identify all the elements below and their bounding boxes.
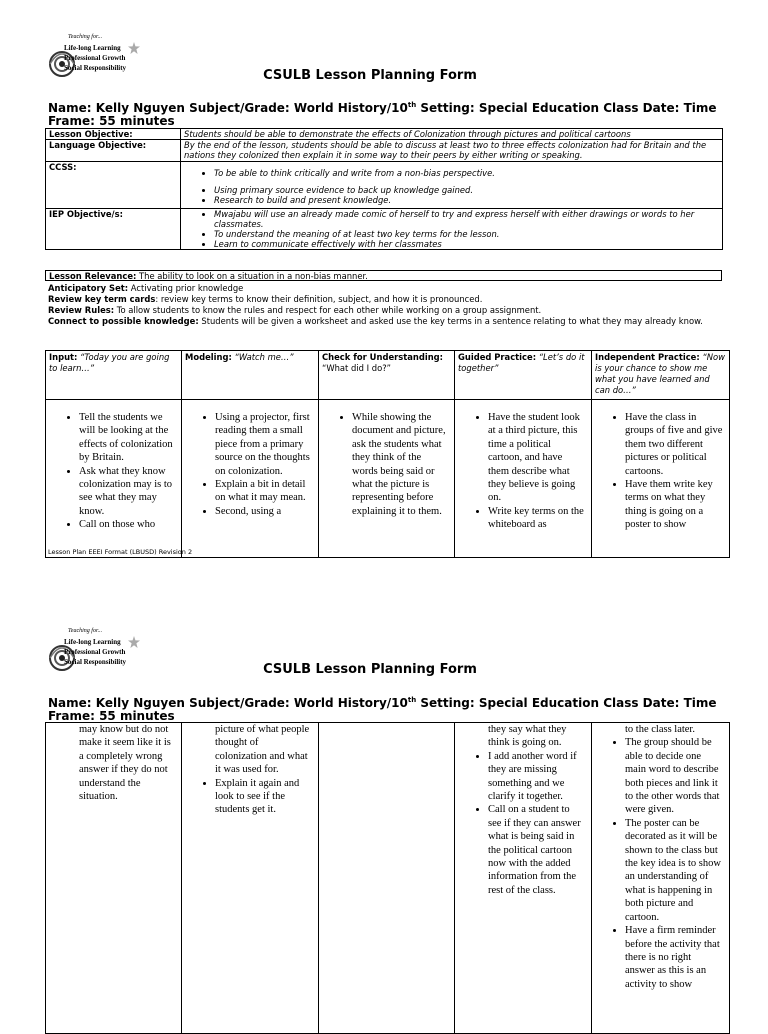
phase-label: Independent Practice: bbox=[595, 352, 700, 362]
star-icon bbox=[128, 636, 140, 648]
continued-text: may know but do not make it seem like it is a completely wrong answer if they do not understand the situation. bbox=[79, 724, 171, 803]
phase-label: Modeling: bbox=[185, 352, 232, 362]
modeling-cell bbox=[182, 723, 319, 1034]
plan-step-text: Activating prior knowledge bbox=[128, 283, 244, 293]
list-item: • Write key terms on the whiteboard as bbox=[488, 505, 585, 532]
list-item: • Have the class in groups of five and give them two different pictures or political cartoons. bbox=[625, 411, 723, 478]
language-objective-text: By the end of the lesson, students should be able to discuss at least two to three effects colonization had for Britain and the nations they colonized then explain it in some way to their peers by either writing or speaking. bbox=[181, 140, 723, 162]
ccss-list-cell bbox=[181, 162, 723, 209]
plan-step-text: : review key terms to know their definition, subject, and how it is pronounced. bbox=[155, 294, 483, 304]
logo-line: Professional Growth bbox=[64, 54, 126, 62]
list-item: • While showing the document and picture, ask the students what they think of the words being said or what the picture is representing before explaining it to them. bbox=[352, 411, 448, 518]
check-cell bbox=[319, 400, 455, 558]
plan-step-label: Anticipatory Set: bbox=[48, 283, 129, 293]
phase-header-independent bbox=[592, 351, 730, 400]
ccss-label: CCSS: bbox=[46, 162, 181, 209]
page-footer: Lesson Plan EEEI Format (LBUSD) Revision 2 bbox=[48, 548, 193, 556]
plan-step-text: Students will be given a worksheet and asked use the key terms in a sentence relating to what they may already know. bbox=[198, 316, 703, 326]
continued-text: to the class later. bbox=[625, 724, 695, 735]
phase-quote: “Now is your chance to show me what you have learned and can do…” bbox=[595, 352, 725, 395]
plan-step bbox=[48, 283, 728, 294]
header-sup: th bbox=[407, 101, 417, 109]
objectives-table bbox=[45, 128, 723, 250]
instruction-phases-table-continued bbox=[45, 722, 730, 1034]
list-item: • Tell the students we will be looking at the effects of colonization by Britain. bbox=[79, 411, 175, 465]
phase-quote: “Watch me…” bbox=[231, 352, 294, 362]
list-item: • Second, using a bbox=[215, 505, 312, 518]
logo-line: Life-long Learning bbox=[64, 44, 121, 52]
list-item: • Explain a bit in detail on what it may mean. bbox=[215, 478, 312, 505]
header-time-frame: Frame: 55 minutes bbox=[48, 114, 175, 128]
list-item: • Learn to communicate effectively with her classmates bbox=[214, 239, 719, 249]
language-objective-label: Language Objective: bbox=[46, 140, 181, 162]
phase-quote: “Today you are going to learn…” bbox=[49, 352, 170, 373]
logo-tagline: Teaching for... bbox=[68, 34, 103, 40]
list-item: • Ask what they know colonization may is to see what they may know. bbox=[79, 465, 175, 519]
list-item: • I add another word if they are missing something and we clarify it together. bbox=[488, 750, 585, 804]
header-name-subject: Name: Kelly Nguyen Subject/Grade: World History/10 bbox=[48, 696, 408, 710]
list-item: • Using a projector, first reading them a small piece from a primary source on the thoughts on colonization. bbox=[215, 411, 312, 478]
plan-step bbox=[48, 305, 728, 316]
guided-cell bbox=[455, 400, 592, 558]
independent-cell bbox=[592, 400, 730, 558]
list-item: • Mwajabu will use an already made comic of herself to try and express herself with either drawings or words to her classmates. bbox=[214, 209, 719, 229]
list-item: • Have them write key terms on what they thing is going on a poster to show bbox=[625, 478, 723, 532]
plan-step-label: Review key term cards bbox=[48, 294, 156, 304]
ccss-row bbox=[46, 162, 723, 209]
plan-step-label: Review Rules: bbox=[48, 305, 115, 315]
modeling-cell bbox=[182, 400, 319, 558]
iep-row bbox=[46, 209, 723, 250]
list-item: • Explain it again and look to see if the students get it. bbox=[215, 777, 312, 817]
lesson-relevance-label: Lesson Relevance: bbox=[49, 271, 137, 281]
form-title: CSULB Lesson Planning Form bbox=[263, 662, 477, 677]
lesson-relevance bbox=[45, 270, 722, 281]
lesson-header bbox=[48, 694, 748, 723]
lesson-objective-text: Students should be able to demonstrate the effects of Colonization through pictures and political cartoons bbox=[181, 129, 723, 140]
list-item: • Using primary source evidence to back up knowledge gained. bbox=[214, 185, 719, 195]
star-icon bbox=[128, 42, 140, 54]
list-item: • Call on a student to see if they can answer what is being said in the political cartoon now with the added information from the rest of the class. bbox=[488, 803, 585, 897]
iep-list bbox=[184, 209, 719, 249]
list-item: • Call on those who bbox=[79, 518, 175, 531]
plan-step bbox=[48, 294, 728, 305]
phase-header-input bbox=[46, 351, 182, 400]
header-name-subject: Name: Kelly Nguyen Subject/Grade: World History/10 bbox=[48, 101, 408, 115]
header-setting: Setting: Special Education Class Date: Time bbox=[416, 696, 717, 710]
header-time-frame: Frame: 55 minutes bbox=[48, 709, 175, 723]
logo-line: Professional Growth bbox=[64, 648, 126, 656]
phase-label: Input: bbox=[49, 352, 78, 362]
iep-list-cell bbox=[181, 209, 723, 250]
lesson-plan-steps bbox=[48, 283, 728, 327]
header-sup: th bbox=[407, 696, 417, 704]
phase-header-guided bbox=[455, 351, 592, 400]
list-item: • Have the student look at a third picture, this time a political cartoon, and have them describe what they believe is going on. bbox=[488, 411, 585, 505]
lesson-objective-label: Lesson Objective: bbox=[46, 129, 181, 140]
lesson-relevance-text: The ability to look on a situation in a non-bias manner. bbox=[136, 271, 368, 281]
header-setting: Setting: Special Education Class Date: Time bbox=[416, 101, 717, 115]
phase-label: Check for Understanding: bbox=[322, 352, 444, 362]
plan-step-text: To allow students to know the rules and respect for each other while working on a group assignment. bbox=[114, 305, 542, 315]
list-item: • The group should be able to decide one main word to describe both pieces and link it to the other words that were given. bbox=[625, 736, 723, 816]
plan-step bbox=[48, 316, 728, 327]
check-cell bbox=[319, 723, 455, 1034]
lesson-header bbox=[48, 99, 748, 128]
lesson-objective-row bbox=[46, 129, 723, 140]
guided-cell bbox=[455, 723, 592, 1034]
logo-line: Life-long Learning bbox=[64, 638, 121, 646]
independent-cell bbox=[592, 723, 730, 1034]
phase-content-row bbox=[46, 723, 730, 1034]
phase-content-row bbox=[46, 400, 730, 558]
phase-header-row bbox=[46, 351, 730, 400]
logo-line: Social Responsibility bbox=[64, 658, 127, 666]
ccss-list bbox=[184, 168, 719, 205]
input-cell bbox=[46, 400, 182, 558]
phase-quote: “Let’s do it together” bbox=[458, 352, 585, 373]
iep-label: IEP Objective/s: bbox=[46, 209, 181, 250]
plan-step-label: Connect to possible knowledge: bbox=[48, 316, 199, 326]
continued-text: picture of what people thought of colonization and what it was used for. bbox=[215, 724, 310, 776]
list-item: • The poster can be decorated as it will be shown to the class but the key idea is to show an understanding of what is happening in both picture and cartoon. bbox=[625, 817, 723, 924]
form-title: CSULB Lesson Planning Form bbox=[263, 68, 477, 83]
phase-label: Guided Practice: bbox=[458, 352, 537, 362]
list-item: • To understand the meaning of at least two key terms for the lesson. bbox=[214, 229, 719, 239]
continued-text: they say what they think is going on. bbox=[488, 724, 567, 749]
phase-header-check bbox=[319, 351, 455, 400]
instruction-phases-table bbox=[45, 350, 730, 558]
input-cell bbox=[46, 723, 182, 1034]
list-item: • Research to build and present knowledge. bbox=[214, 195, 719, 205]
language-objective-row bbox=[46, 140, 723, 162]
phase-header-modeling bbox=[182, 351, 319, 400]
list-item: • Have a firm reminder before the activity that there is no right answer as this is an activity to show bbox=[625, 924, 723, 991]
phase-quote: “What did I do?” bbox=[322, 363, 391, 373]
list-item: • To be able to think critically and write from a non-bias perspective. bbox=[214, 168, 719, 178]
logo-tagline: Teaching for... bbox=[68, 628, 103, 634]
logo-line: Social Responsibility bbox=[64, 64, 127, 72]
